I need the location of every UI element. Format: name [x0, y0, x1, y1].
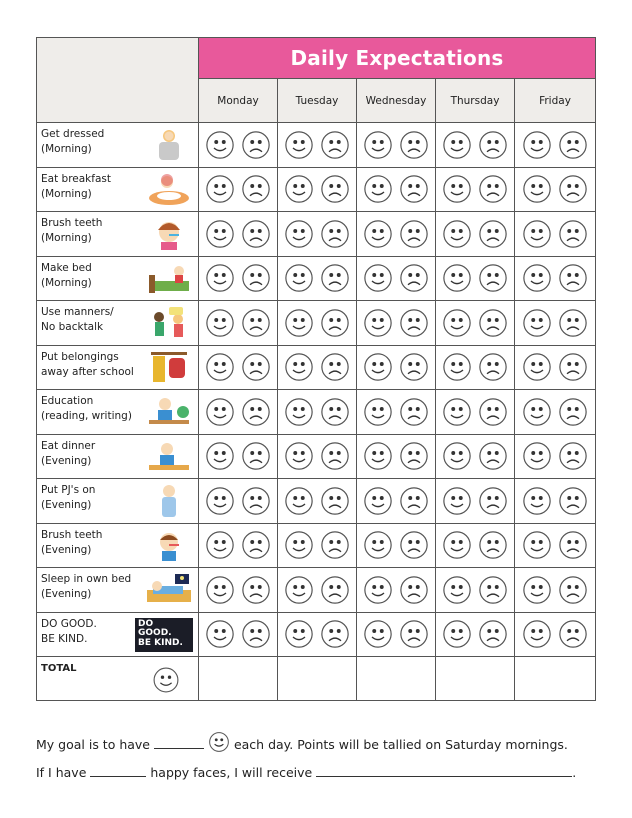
- child-pajamas-icon: [145, 483, 193, 519]
- happy-face-icon[interactable]: [442, 575, 472, 605]
- happy-face-icon[interactable]: [522, 308, 552, 338]
- faces-friday: [515, 568, 596, 613]
- sad-face-icon[interactable]: [478, 486, 508, 516]
- sad-face-icon[interactable]: [320, 352, 350, 382]
- faces-thursday: [436, 479, 515, 524]
- sad-face-icon[interactable]: [320, 486, 350, 516]
- task-label-line2: (Evening): [41, 454, 92, 467]
- happy-face-icon[interactable]: [363, 619, 393, 649]
- goal-text-after: each day. Points will be tallied on Saturday mornings.: [233, 737, 568, 752]
- faces-tuesday: [278, 523, 357, 568]
- boy-studying-icon: [145, 394, 193, 430]
- sad-face-icon[interactable]: [241, 219, 271, 249]
- bed-icon: [145, 261, 193, 297]
- faces-friday: [515, 301, 596, 346]
- corner-cell: [37, 38, 199, 123]
- task-label: [41, 350, 137, 380]
- happy-face-icon[interactable]: [522, 397, 552, 427]
- sad-face-icon[interactable]: [558, 130, 588, 160]
- sad-face-icon[interactable]: [478, 308, 508, 338]
- happy-face-icon[interactable]: [442, 130, 472, 160]
- task-label-line2: (Morning): [41, 232, 92, 244]
- happy-face-icon[interactable]: [522, 263, 552, 293]
- sad-face-icon[interactable]: [320, 575, 350, 605]
- happy-face-icon[interactable]: [363, 441, 393, 471]
- happy-face-icon[interactable]: [284, 575, 314, 605]
- faces-friday: [515, 390, 596, 435]
- sad-face-icon[interactable]: [241, 530, 271, 560]
- sad-face-icon[interactable]: [558, 486, 588, 516]
- task-cell: [37, 167, 199, 212]
- sad-face-icon[interactable]: [399, 619, 429, 649]
- happy-face-icon[interactable]: [363, 575, 393, 605]
- faces-thursday: [436, 568, 515, 613]
- sad-face-icon[interactable]: [241, 263, 271, 293]
- happy-face-icon[interactable]: [363, 530, 393, 560]
- task-label-line1: Make bed: [41, 261, 92, 274]
- happy-face-icon[interactable]: [522, 174, 552, 204]
- sad-face-icon[interactable]: [399, 352, 429, 382]
- boy-eating-dinner-icon: [145, 439, 193, 475]
- faces-friday: [515, 345, 596, 390]
- happy-face-icon[interactable]: [363, 219, 393, 249]
- task-label: [41, 261, 137, 291]
- faces-friday: [515, 523, 596, 568]
- faces-thursday: [436, 345, 515, 390]
- sad-face-icon[interactable]: [320, 308, 350, 338]
- faces-tuesday: [278, 612, 357, 657]
- happy-face-icon[interactable]: [442, 486, 472, 516]
- faces-wednesday: [357, 568, 436, 613]
- task-label-line2: (Morning): [41, 187, 92, 200]
- faces-thursday: [436, 434, 515, 479]
- goal-text-before: My goal is to have: [36, 737, 150, 752]
- total-cell: [37, 657, 199, 701]
- faces-monday: [199, 167, 278, 212]
- sad-face-icon[interactable]: [241, 174, 271, 204]
- happy-face-icon: [152, 666, 180, 694]
- task-label-line1: Use manners/: [41, 306, 114, 318]
- task-cell: [37, 523, 199, 568]
- sad-face-icon[interactable]: [558, 263, 588, 293]
- faces-wednesday: [357, 212, 436, 257]
- happy-face-icon[interactable]: [205, 441, 235, 471]
- task-label-line1: Brush teeth: [41, 528, 103, 541]
- task-cell: [37, 479, 199, 524]
- kids-talking-icon: [145, 305, 193, 341]
- faces-monday: [199, 345, 278, 390]
- happy-face-icon[interactable]: [284, 530, 314, 560]
- task-label-line1: Get dressed: [41, 128, 105, 140]
- task-label: [41, 127, 137, 157]
- sad-face-icon[interactable]: [241, 441, 271, 471]
- faces-tuesday: [278, 301, 357, 346]
- reward-line: [36, 764, 576, 780]
- faces-monday: [199, 523, 278, 568]
- happy-face-icon: [208, 731, 230, 753]
- happy-face-icon[interactable]: [205, 219, 235, 249]
- task-label: [41, 172, 137, 202]
- sad-face-icon[interactable]: [558, 352, 588, 382]
- happy-face-icon[interactable]: [442, 308, 472, 338]
- task-label-line2: away after school: [41, 365, 134, 378]
- task-row: [37, 390, 596, 435]
- happy-face-icon[interactable]: [522, 352, 552, 382]
- happy-face-icon[interactable]: [205, 174, 235, 204]
- task-label-line2: No backtalk: [41, 321, 104, 333]
- task-row: [37, 256, 596, 301]
- task-row: [37, 568, 596, 613]
- happy-face-icon[interactable]: [284, 397, 314, 427]
- happy-face-icon[interactable]: [522, 619, 552, 649]
- happy-face-icon[interactable]: [522, 530, 552, 560]
- happy-face-icon[interactable]: [205, 308, 235, 338]
- total-tuesday[interactable]: [278, 657, 357, 701]
- happy-face-icon[interactable]: [284, 174, 314, 204]
- sad-face-icon[interactable]: [399, 219, 429, 249]
- sad-face-icon[interactable]: [399, 486, 429, 516]
- day-header-wednesday: Wednesday: [357, 79, 436, 123]
- faces-monday: [199, 568, 278, 613]
- sad-face-icon[interactable]: [558, 530, 588, 560]
- faces-wednesday: [357, 523, 436, 568]
- faces-thursday: [436, 212, 515, 257]
- happy-face-icon[interactable]: [205, 530, 235, 560]
- happy-face-icon[interactable]: [363, 174, 393, 204]
- sad-face-icon[interactable]: [241, 308, 271, 338]
- task-label-line2: (reading, writing): [41, 410, 132, 422]
- faces-monday: [199, 212, 278, 257]
- happy-face-icon[interactable]: [205, 397, 235, 427]
- task-row: [37, 301, 596, 346]
- faces-wednesday: [357, 256, 436, 301]
- happy-face-icon[interactable]: [284, 219, 314, 249]
- task-row: [37, 523, 596, 568]
- do-good-be-kind-logo: DO GOOD. BE KIND.: [135, 618, 193, 652]
- task-row: [37, 612, 596, 657]
- faces-wednesday: [357, 479, 436, 524]
- happy-face-icon[interactable]: [522, 130, 552, 160]
- sad-face-icon[interactable]: [558, 174, 588, 204]
- expectations-chart: [36, 37, 596, 701]
- sad-face-icon[interactable]: [558, 308, 588, 338]
- faces-wednesday: [357, 390, 436, 435]
- sad-face-icon[interactable]: [558, 219, 588, 249]
- faces-wednesday: [357, 612, 436, 657]
- sad-face-icon[interactable]: [399, 130, 429, 160]
- happy-face-icon[interactable]: [442, 219, 472, 249]
- faces-thursday: [436, 612, 515, 657]
- sad-face-icon[interactable]: [478, 130, 508, 160]
- faces-tuesday: [278, 390, 357, 435]
- sad-face-icon[interactable]: [478, 219, 508, 249]
- faces-monday: [199, 479, 278, 524]
- total-row: [37, 657, 596, 701]
- day-header-tuesday: Tuesday: [278, 79, 357, 123]
- faces-tuesday: [278, 167, 357, 212]
- task-label-line2: (Evening): [41, 588, 92, 600]
- sad-face-icon[interactable]: [320, 619, 350, 649]
- total-thursday[interactable]: [436, 657, 515, 701]
- task-row: [37, 479, 596, 524]
- happy-face-icon[interactable]: [363, 397, 393, 427]
- faces-tuesday: [278, 123, 357, 168]
- task-cell: [37, 123, 199, 168]
- happy-face-icon[interactable]: [442, 397, 472, 427]
- task-cell: [37, 345, 199, 390]
- happy-face-icon[interactable]: [363, 263, 393, 293]
- happy-face-icon[interactable]: [205, 352, 235, 382]
- sad-face-icon[interactable]: [399, 263, 429, 293]
- sad-face-icon[interactable]: [241, 352, 271, 382]
- happy-face-icon[interactable]: [363, 486, 393, 516]
- happy-face-icon[interactable]: [522, 486, 552, 516]
- faces-tuesday: [278, 479, 357, 524]
- reward-text-before: If I have: [36, 765, 87, 780]
- sad-face-icon[interactable]: [399, 530, 429, 560]
- task-label-line2: (Morning): [41, 143, 92, 155]
- breakfast-plate-icon: [145, 172, 193, 208]
- task-label-line2: BE KIND.: [41, 632, 88, 645]
- task-row: [37, 345, 596, 390]
- task-label: [41, 528, 137, 558]
- boy-brushing-teeth-icon: [145, 528, 193, 564]
- task-cell: [37, 212, 199, 257]
- sad-face-icon[interactable]: [320, 530, 350, 560]
- happy-face-icon[interactable]: [442, 530, 472, 560]
- backpack-hook-icon: [145, 350, 193, 386]
- sad-face-icon[interactable]: [478, 441, 508, 471]
- sad-face-icon[interactable]: [478, 619, 508, 649]
- sad-face-icon[interactable]: [399, 308, 429, 338]
- faces-monday: [199, 612, 278, 657]
- faces-wednesday: [357, 434, 436, 479]
- happy-face-icon[interactable]: [205, 619, 235, 649]
- task-label-line1: Brush teeth: [41, 217, 103, 229]
- day-header-friday: Friday: [515, 79, 596, 123]
- faces-monday: [199, 123, 278, 168]
- day-header-monday: Monday: [199, 79, 278, 123]
- happy-face-icon[interactable]: [284, 441, 314, 471]
- task-label-line1: Put belongings: [41, 350, 119, 363]
- faces-friday: [515, 256, 596, 301]
- task-label: [41, 483, 137, 513]
- sad-face-icon[interactable]: [320, 263, 350, 293]
- happy-face-icon[interactable]: [284, 263, 314, 293]
- chart-title: Daily Expectations: [199, 38, 596, 79]
- sad-face-icon[interactable]: [241, 397, 271, 427]
- happy-face-icon[interactable]: [284, 352, 314, 382]
- task-row: [37, 167, 596, 212]
- happy-face-icon[interactable]: [205, 486, 235, 516]
- faces-friday: [515, 212, 596, 257]
- task-cell: [37, 568, 199, 613]
- happy-face-icon[interactable]: [205, 263, 235, 293]
- total-label: TOTAL: [41, 663, 77, 674]
- sad-face-icon[interactable]: [399, 397, 429, 427]
- task-label-line1: Education: [41, 395, 94, 407]
- sad-face-icon[interactable]: [478, 263, 508, 293]
- sad-face-icon[interactable]: [399, 575, 429, 605]
- faces-monday: [199, 390, 278, 435]
- sad-face-icon[interactable]: [478, 530, 508, 560]
- faces-monday: [199, 301, 278, 346]
- sad-face-icon[interactable]: [241, 486, 271, 516]
- faces-tuesday: [278, 256, 357, 301]
- faces-thursday: [436, 523, 515, 568]
- faces-friday: [515, 612, 596, 657]
- happy-face-icon[interactable]: [363, 352, 393, 382]
- sad-face-icon[interactable]: [478, 174, 508, 204]
- task-label: [41, 394, 137, 424]
- child-dressing-icon: [145, 127, 193, 163]
- task-cell: [37, 434, 199, 479]
- task-label: [41, 572, 137, 602]
- happy-face-icon[interactable]: [363, 308, 393, 338]
- day-header-thursday: Thursday: [436, 79, 515, 123]
- sad-face-icon[interactable]: [399, 174, 429, 204]
- happy-face-icon[interactable]: [284, 308, 314, 338]
- happy-face-icon[interactable]: [442, 619, 472, 649]
- faces-monday: [199, 434, 278, 479]
- faces-tuesday: [278, 568, 357, 613]
- task-cell: [37, 256, 199, 301]
- faces-thursday: [436, 256, 515, 301]
- task-label-line2: (Evening): [41, 499, 92, 511]
- sad-face-icon[interactable]: [320, 397, 350, 427]
- task-cell: [37, 390, 199, 435]
- total-monday[interactable]: [199, 657, 278, 701]
- reward-text-end: .: [572, 765, 577, 780]
- faces-friday: [515, 167, 596, 212]
- faces-wednesday: [357, 345, 436, 390]
- sad-face-icon[interactable]: [558, 575, 588, 605]
- happy-faces-blank[interactable]: [90, 764, 146, 777]
- total-friday[interactable]: [515, 657, 596, 701]
- sad-face-icon[interactable]: [320, 441, 350, 471]
- sad-face-icon[interactable]: [241, 575, 271, 605]
- task-label-line1: Eat dinner: [41, 439, 96, 452]
- sad-face-icon[interactable]: [320, 174, 350, 204]
- faces-thursday: [436, 167, 515, 212]
- faces-tuesday: [278, 345, 357, 390]
- child-sleeping-icon: [145, 572, 193, 608]
- sad-face-icon[interactable]: [558, 397, 588, 427]
- sad-face-icon[interactable]: [320, 219, 350, 249]
- faces-friday: [515, 479, 596, 524]
- reward-blank[interactable]: [316, 764, 572, 777]
- happy-face-icon[interactable]: [522, 219, 552, 249]
- faces-tuesday: [278, 434, 357, 479]
- sad-face-icon[interactable]: [241, 619, 271, 649]
- task-label: [41, 216, 137, 246]
- task-cell: [37, 301, 199, 346]
- task-label: [41, 617, 137, 647]
- reward-text-middle: happy faces, I will receive: [150, 765, 313, 780]
- goal-blank[interactable]: [154, 736, 204, 749]
- sad-face-icon[interactable]: [558, 619, 588, 649]
- task-label-line2: (Morning): [41, 276, 92, 289]
- happy-face-icon[interactable]: [442, 441, 472, 471]
- sad-face-icon[interactable]: [399, 441, 429, 471]
- sad-face-icon[interactable]: [241, 130, 271, 160]
- faces-thursday: [436, 390, 515, 435]
- faces-tuesday: [278, 212, 357, 257]
- task-label: [41, 305, 137, 335]
- happy-face-icon[interactable]: [442, 352, 472, 382]
- girl-brushing-teeth-icon: [145, 216, 193, 252]
- task-row: [37, 123, 596, 168]
- happy-face-icon[interactable]: [442, 174, 472, 204]
- faces-thursday: [436, 123, 515, 168]
- faces-wednesday: [357, 301, 436, 346]
- sad-face-icon[interactable]: [558, 441, 588, 471]
- happy-face-icon[interactable]: [205, 575, 235, 605]
- task-label-line1: Put PJ's on: [41, 484, 96, 496]
- happy-face-icon[interactable]: [522, 575, 552, 605]
- happy-face-icon[interactable]: [522, 441, 552, 471]
- task-label-line1: Eat breakfast: [41, 172, 111, 185]
- happy-face-icon[interactable]: [205, 130, 235, 160]
- task-label-line2: (Evening): [41, 543, 92, 556]
- faces-wednesday: [357, 167, 436, 212]
- sad-face-icon[interactable]: [478, 575, 508, 605]
- task-label-line1: Sleep in own bed: [41, 573, 132, 585]
- faces-monday: [199, 256, 278, 301]
- task-label: [41, 439, 137, 469]
- happy-face-icon[interactable]: [363, 130, 393, 160]
- happy-face-icon[interactable]: [284, 486, 314, 516]
- faces-wednesday: [357, 123, 436, 168]
- goal-line: [36, 731, 568, 753]
- sad-face-icon[interactable]: [478, 397, 508, 427]
- faces-friday: [515, 123, 596, 168]
- task-row: [37, 434, 596, 479]
- happy-face-icon[interactable]: [284, 619, 314, 649]
- sad-face-icon[interactable]: [478, 352, 508, 382]
- task-label-line1: DO GOOD.: [41, 617, 97, 630]
- happy-face-icon[interactable]: [442, 263, 472, 293]
- faces-thursday: [436, 301, 515, 346]
- task-cell: [37, 612, 199, 657]
- task-row: [37, 212, 596, 257]
- total-wednesday[interactable]: [357, 657, 436, 701]
- happy-face-icon[interactable]: [284, 130, 314, 160]
- faces-friday: [515, 434, 596, 479]
- sad-face-icon[interactable]: [320, 130, 350, 160]
